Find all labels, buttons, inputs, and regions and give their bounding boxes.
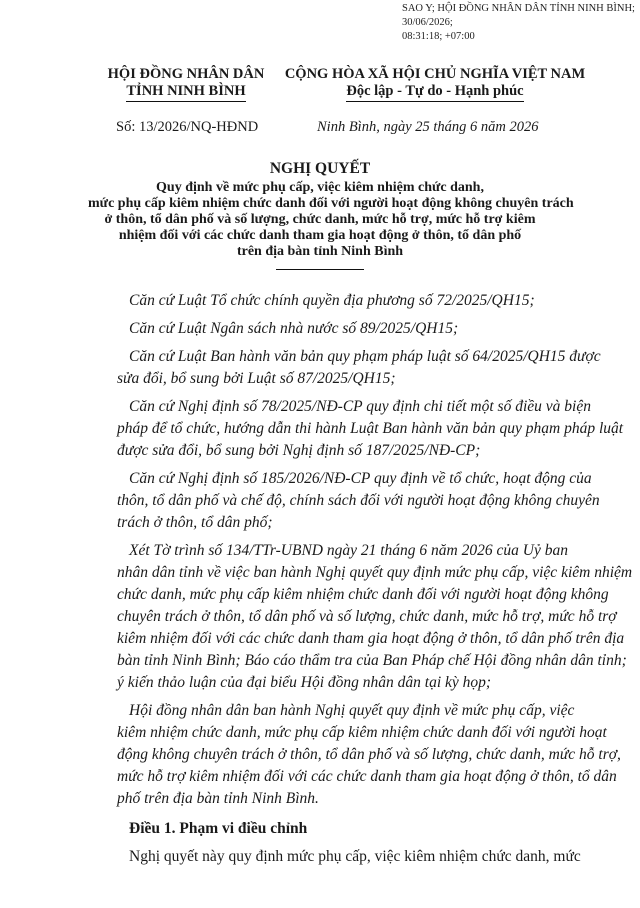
text-line: Xét Tờ trình số 134/TTr-UBND ngày 21 tháng 6 năm 2026 của Uỷ ban	[129, 542, 568, 559]
preamble-paragraph	[117, 540, 633, 694]
document-number: Số: 13/2026/NQ-HĐND	[116, 119, 259, 135]
text-line: kiêm nhiệm chức danh, mức phụ cấp kiêm nhiệm chức danh đối với người hoạt	[117, 724, 607, 741]
preamble-paragraph	[117, 468, 600, 534]
national-header	[276, 66, 594, 102]
text-line: pháp để tổ chức, hướng dẫn thi hành Luật Ban hành văn bản quy phạm pháp luật	[117, 420, 624, 437]
text-line: ý kiến thảo luận của đại biểu Hội đồng nhân dân tại kỳ họp;	[117, 674, 492, 691]
text-line: Căn cứ Nghị định số 185/2026/NĐ-CP quy định về tổ chức, hoạt động của	[129, 470, 592, 487]
article-1-text: Nghị quyết này quy định mức phụ cấp, việc kiêm nhiệm chức danh, mức	[129, 848, 581, 865]
digital-copy-stamp	[402, 2, 638, 44]
subject-line: ở thôn, tổ dân phố và số lượng, chức danh, mức hỗ trợ, mức hỗ trợ kiêm	[104, 212, 536, 227]
text-line: được sửa đổi, bổ sung bởi Nghị định số 187/2025/NĐ-CP;	[117, 442, 481, 459]
stamp-line-2: 08:31:18; +07:00	[402, 31, 475, 42]
subject-line: Quy định về mức phụ cấp, việc kiêm nhiệm chức danh,	[156, 180, 484, 195]
text-line: nhân dân tỉnh về việc ban hành Nghị quyết quy định mức phụ cấp, việc kiêm nhiệm	[117, 564, 633, 581]
subject-line: mức phụ cấp kiêm nhiệm chức danh đối với người hoạt động không chuyên trách	[88, 196, 574, 211]
subject-line: trên địa bàn tỉnh Ninh Bình	[236, 244, 404, 259]
text-line: động không chuyên trách ở thôn, tổ dân phố và số lượng, chức danh, mức hỗ trợ,	[117, 746, 621, 763]
agency-province: TỈNH NINH BÌNH	[126, 83, 245, 102]
nation-motto: Độc lập - Tự do - Hạnh phúc	[346, 83, 523, 102]
text-line: trách ở thôn, tổ dân phố;	[117, 514, 273, 531]
text-line: Căn cứ Luật Ban hành văn bản quy phạm pháp luật số 64/2025/QH15 được	[129, 348, 601, 365]
preamble-paragraph	[117, 700, 621, 810]
document-type: NGHỊ QUYẾT	[269, 160, 371, 177]
stamp-line-1: SAO Y; HỘI ĐỒNG NHÂN DÂN TỈNH NINH BÌNH; 30/06/2026;	[402, 3, 635, 28]
preamble-paragraph	[117, 396, 624, 462]
nation-name: CỘNG HÒA XÃ HỘI CHỦ NGHĨA VIỆT NAM	[284, 66, 586, 82]
text-line: bàn tỉnh Ninh Bình; Báo cáo thẩm tra của Ban Pháp chế Hội đồng nhân dân tỉnh;	[117, 652, 627, 669]
text-line: chuyên trách ở thôn, tổ dân phố và số lượng, chức danh, mức hỗ trợ, mức hỗ trợ	[117, 608, 617, 625]
preamble-paragraph	[117, 318, 579, 340]
text-line: chức danh, mức phụ cấp kiêm nhiệm chức danh đối với người hoạt động không	[117, 586, 609, 603]
document-body	[117, 290, 633, 868]
text-line: thôn, tổ dân phố và chế độ, chính sách đối với người hoạt động không chuyên	[117, 492, 600, 509]
place-and-date: Ninh Bình, ngày 25 tháng 6 năm 2026	[317, 119, 539, 135]
subject-line: nhiệm đối với các chức danh tham gia hoạt động ở thôn, tổ dân phố	[118, 228, 522, 243]
agency-name: HỘI ĐỒNG NHÂN DÂN	[107, 66, 265, 82]
subject-divider	[276, 269, 364, 270]
text-line: Hội đồng nhân dân ban hành Nghị quyết quy định về mức phụ cấp, việc	[129, 702, 575, 719]
preamble-paragraph	[117, 290, 579, 312]
text-line: kiêm nhiệm đối với các chức danh tham gia hoạt động ở thôn, tổ dân phố trên địa	[117, 630, 625, 647]
text-line: Căn cứ Luật Tổ chức chính quyền địa phương số 72/2025/QH15;	[129, 292, 535, 309]
preamble-paragraph	[117, 346, 601, 390]
text-line: mức hỗ trợ kiêm nhiệm đối với các chức danh tham gia hoạt động ở thôn, tổ dân	[117, 768, 617, 785]
text-line: phố trên địa bàn tỉnh Ninh Bình.	[117, 790, 319, 807]
document-subject	[88, 180, 574, 260]
text-line: Căn cứ Luật Ngân sách nhà nước số 89/2025/QH15;	[129, 320, 459, 337]
issuing-agency	[100, 66, 272, 102]
article-1-title: Điều 1. Phạm vi điều chỉnh	[129, 820, 308, 837]
text-line: sửa đổi, bổ sung bởi Luật số 87/2025/QH15;	[117, 370, 396, 387]
text-line: Căn cứ Nghị định số 78/2025/NĐ-CP quy định chi tiết một số điều và biện	[129, 398, 591, 415]
